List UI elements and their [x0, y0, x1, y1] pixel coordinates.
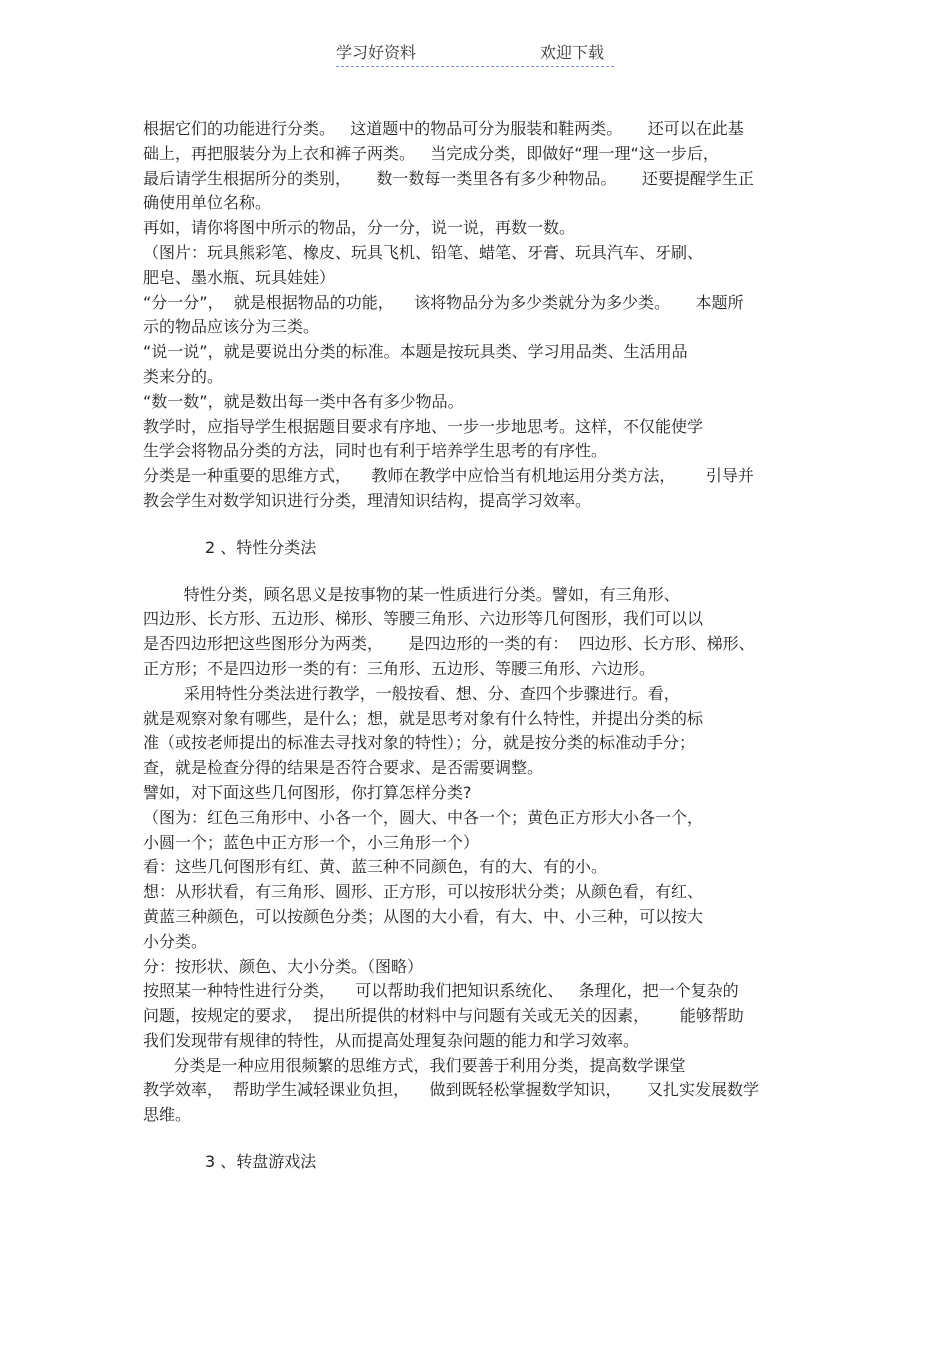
text-line: 础上，再把服装分为上衣和裤子两类。 当完成分类，即做好“理一理“这一步后， [143, 143, 719, 163]
text-line: 查，就是检查分得的结果是否符合要求、是否需要调整。 [143, 758, 544, 778]
text-line: 正方形；不是四边形一类的有：三角形、五边形、等腰三角形、六边形。 [143, 658, 656, 678]
text-line: 按照某一种特性进行分类， 可以帮助我们把知识系统化、 条理化，把一个复杂的 [143, 981, 739, 1001]
text-line: （图片：玩具熊彩笔、橡皮、玩具飞机、铅笔、蜡笔、牙膏、玩具汽车、牙刷、 [143, 242, 704, 262]
header-right-text: 欢迎下载 [540, 43, 605, 62]
text-line: 采用特性分类法进行教学，一般按看、想、分、查四个步骤进行。看， [143, 683, 680, 703]
text-line: “分一分”， 就是根据物品的功能， 该将物品分为多少类就分为多少类。 本题所 [143, 292, 744, 312]
text-line: 确使用单位名称。 [143, 193, 272, 213]
text-line: 思维。 [143, 1105, 192, 1125]
text-line: 肥皂、墨水瓶、玩具娃娃） [143, 267, 336, 287]
text-line: 我们发现带有规律的特性，从而提高处理复杂问题的能力和学习效率。 [143, 1030, 640, 1050]
text-line: 再如，请你将图中所示的物品，分一分，说一说，再数一数。 [143, 218, 576, 238]
text-line: 最后请学生根据所分的类别， 数一数每一类里各有多少种物品。 还要提醒学生正 [143, 168, 754, 188]
text-line: 想：从形状看，有三角形、圆形、正方形，可以按形状分类；从颜色看，有红、 [143, 882, 704, 902]
section-heading-3: 3 、转盘游戏法 [205, 1152, 317, 1172]
paragraph-block-1 [143, 117, 813, 514]
text-line: “数一数”，就是数出每一类中各有多少物品。 [143, 391, 464, 411]
text-line: 准（或按老师提出的标准去寻找对象的特性）；分，就是按分类的标准动手分； [143, 733, 696, 753]
text-line: 看：这些几何图形有红、黄、蓝三种不同颜色，有的大、有的小。 [143, 857, 608, 877]
text-line: 分：按形状、颜色、大小分类。（图略） [143, 956, 424, 976]
text-line: 类来分的。 [143, 366, 224, 386]
spacer [143, 514, 813, 536]
text-line: 教会学生对数学知识进行分类，理清知识结构，提高学习效率。 [143, 490, 592, 510]
text-line: 根据它们的功能进行分类。 这道题中的物品可分为服装和鞋两类。 还可以在此基 [143, 119, 744, 138]
text-line: “说一说”，就是要说出分类的标准。本题是按玩具类、学习用品类、生活用品 [143, 342, 688, 362]
text-line: 小分类。 [143, 931, 208, 951]
text-line: （图为：红色三角形中、小各一个，圆大、中各一个；黄色正方形大小各一个， [143, 807, 704, 827]
text-line: 问题，按规定的要求， 提出所提供的材料中与问题有关或无关的因素， 能够帮助 [143, 1006, 744, 1026]
text-line: 四边形、长方形、五边形、梯形、等腰三角形、六边形等几何图形，我们可以以 [143, 609, 704, 629]
page-header [336, 42, 614, 67]
text-line: 特性分类，顾名思义是按事物的某一性质进行分类。譬如，有三角形、 [143, 584, 680, 604]
document-body [143, 117, 813, 1175]
spacer [143, 1128, 813, 1150]
text-line: 是否四边形把这些图形分为两类， 是四边形的一类的有： 四边形、长方形、梯形、 [143, 634, 755, 654]
text-line: 譬如，对下面这些几何图形，你打算怎样分类? [143, 782, 472, 802]
text-line: 分类是一种重要的思维方式， 教师在教学中应恰当有机地运用分类方法， 引导并 [143, 466, 754, 486]
paragraph-block-2 [143, 583, 813, 1129]
text-line: 教学时，应指导学生根据题目要求有序地、一步一步地思考。这样，不仅能使学 [143, 416, 704, 436]
text-line: 就是观察对象有哪些，是什么；想，就是思考对象有什么特性，并提出分类的标 [143, 708, 704, 728]
section-heading-2: 2 、特性分类法 [205, 537, 317, 557]
text-line: 生学会将物品分类的方法，同时也有利于培养学生思考的有序性。 [143, 441, 608, 461]
text-line: 黄蓝三种颜色，可以按颜色分类；从图的大小看，有大、中、小三种，可以按大 [143, 906, 704, 926]
header-left-text: 学习好资料 [336, 43, 417, 62]
text-line: 教学效率， 帮助学生减轻课业负担， 做到既轻松掌握数学知识， 又扎实发展数学 [143, 1080, 759, 1100]
text-line: 小圆一个；蓝色中正方形一个，小三角形一个） [143, 832, 480, 852]
text-line: 示的物品应该分为三类。 [143, 317, 320, 337]
spacer [143, 561, 813, 583]
text-line: 分类是一种应用很频繁的思维方式，我们要善于利用分类，提高数学课堂 [143, 1055, 686, 1075]
